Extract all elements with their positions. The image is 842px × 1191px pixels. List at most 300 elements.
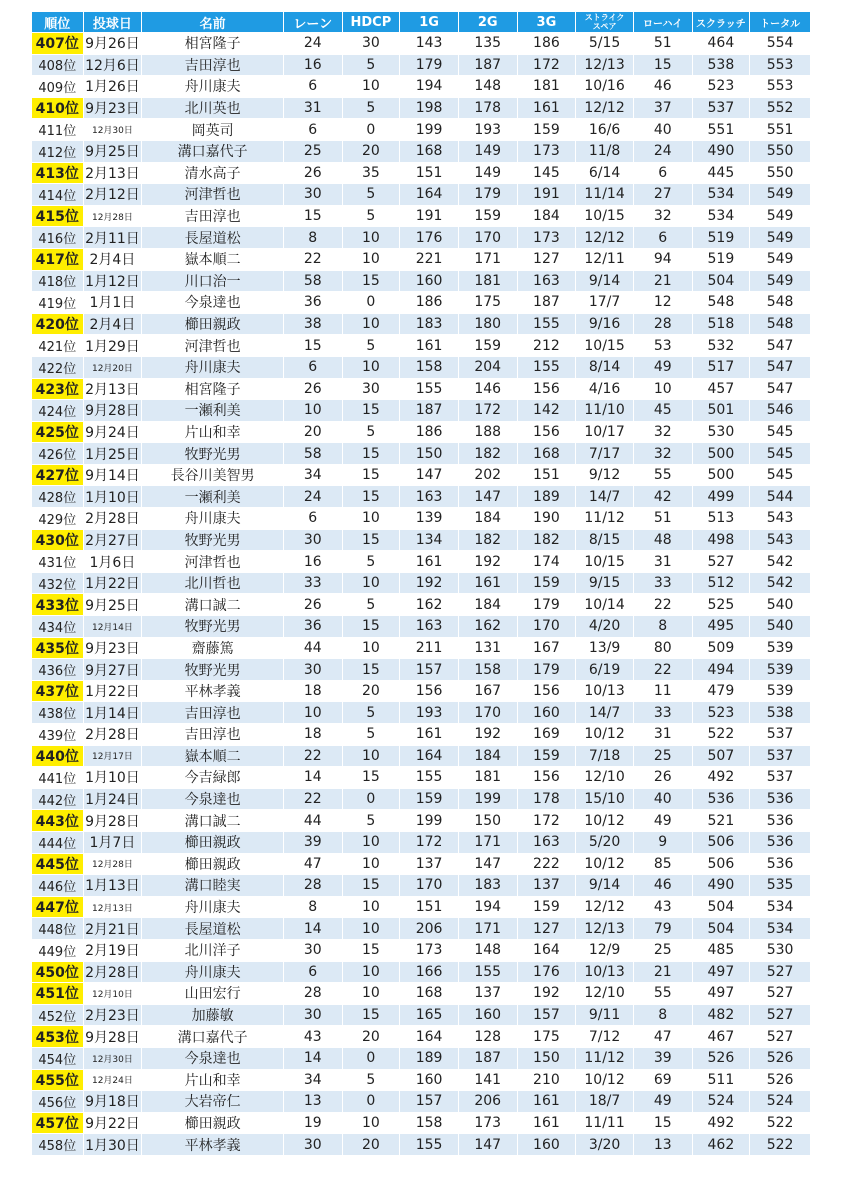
low-high-cell: 80 [633, 637, 692, 659]
game1-cell: 164 [400, 745, 459, 767]
game3-cell: 174 [517, 551, 576, 573]
lane-cell: 25 [283, 140, 342, 162]
game3-cell: 156 [517, 680, 576, 702]
scratch-cell: 501 [692, 400, 750, 422]
lane-cell: 47 [283, 853, 342, 875]
hdcp-cell: 20 [342, 1026, 400, 1048]
game3-cell: 156 [517, 378, 576, 400]
strike-spare-cell: 12/13 [576, 918, 634, 940]
game1-cell: 139 [400, 508, 459, 530]
table-row [32, 1026, 811, 1048]
name-cell: 加藤敏 [142, 1004, 284, 1026]
table-row [32, 594, 811, 616]
total-cell: 526 [750, 1069, 811, 1091]
name-cell: 吉田淳也 [142, 702, 284, 724]
hdcp-cell: 15 [342, 767, 400, 789]
game3-cell: 161 [517, 1091, 576, 1113]
table-row [32, 616, 811, 638]
table-row [32, 1004, 811, 1026]
total-cell: 549 [750, 248, 811, 270]
table-row [32, 1112, 811, 1134]
strike-spare-cell: 6/14 [576, 162, 634, 184]
rank-cell: 457位 [32, 1112, 84, 1134]
strike-spare-cell: 10/12 [576, 810, 634, 832]
lane-cell: 30 [283, 939, 342, 961]
name-cell: 舟川康夫 [142, 356, 284, 378]
low-high-cell: 21 [633, 270, 692, 292]
rank-cell: 441位 [32, 767, 84, 789]
total-cell: 551 [750, 119, 811, 141]
scratch-cell: 524 [692, 1091, 750, 1113]
strike-spare-cell: 14/7 [576, 486, 634, 508]
lane-cell: 34 [283, 1069, 342, 1091]
scratch-cell: 525 [692, 594, 750, 616]
date-cell: 2月21日 [83, 918, 142, 940]
game2-cell: 193 [458, 119, 517, 141]
total-cell: 540 [750, 616, 811, 638]
game3-cell: 137 [517, 875, 576, 897]
date-cell: 2月13日 [83, 378, 142, 400]
game2-cell: 188 [458, 421, 517, 443]
game1-cell: 193 [400, 702, 459, 724]
name-cell: 長屋道松 [142, 918, 284, 940]
game1-cell: 155 [400, 378, 459, 400]
game3-cell: 161 [517, 97, 576, 119]
game3-cell: 163 [517, 270, 576, 292]
game2-cell: 148 [458, 76, 517, 98]
total-cell: 538 [750, 702, 811, 724]
total-cell: 544 [750, 486, 811, 508]
name-cell: 嶽本順二 [142, 248, 284, 270]
low-high-cell: 32 [633, 443, 692, 465]
rank-cell: 440位 [32, 745, 84, 767]
total-cell: 545 [750, 443, 811, 465]
total-cell: 550 [750, 162, 811, 184]
table-row [32, 1047, 811, 1069]
total-cell: 545 [750, 421, 811, 443]
game2-cell: 131 [458, 637, 517, 659]
low-high-cell: 8 [633, 1004, 692, 1026]
strike-spare-cell: 10/12 [576, 724, 634, 746]
hdcp-cell: 10 [342, 918, 400, 940]
rank-cell: 446位 [32, 875, 84, 897]
date-cell: 2月19日 [83, 939, 142, 961]
table-row [32, 227, 811, 249]
hdcp-cell: 20 [342, 680, 400, 702]
game3-cell: 184 [517, 205, 576, 227]
total-cell: 537 [750, 724, 811, 746]
game2-cell: 149 [458, 140, 517, 162]
rank-cell: 428位 [32, 486, 84, 508]
rank-cell: 438位 [32, 702, 84, 724]
game1-cell: 166 [400, 961, 459, 983]
total-cell: 530 [750, 939, 811, 961]
rank-cell: 434位 [32, 616, 84, 638]
lane-cell: 39 [283, 831, 342, 853]
game1-cell: 163 [400, 616, 459, 638]
game3-cell: 160 [517, 1134, 576, 1156]
rank-cell: 408位 [32, 54, 84, 76]
hdcp-cell: 10 [342, 227, 400, 249]
rank-cell: 430位 [32, 529, 84, 551]
name-cell: 北川洋子 [142, 939, 284, 961]
low-high-cell: 55 [633, 464, 692, 486]
strike-spare-cell: 10/13 [576, 961, 634, 983]
date-cell: 9月28日 [83, 1026, 142, 1048]
rank-cell: 451位 [32, 983, 84, 1005]
strike-spare-cell: 11/12 [576, 1047, 634, 1069]
table-row [32, 724, 811, 746]
table-row [32, 529, 811, 551]
game2-cell: 182 [458, 529, 517, 551]
name-cell: 舟川康夫 [142, 961, 284, 983]
name-cell: 牧野光男 [142, 529, 284, 551]
hdcp-cell: 15 [342, 1004, 400, 1026]
hdcp-cell: 35 [342, 162, 400, 184]
name-cell: 川口治一 [142, 270, 284, 292]
date-cell: 2月27日 [83, 529, 142, 551]
game2-cell: 137 [458, 983, 517, 1005]
date-cell: 9月27日 [83, 659, 142, 681]
game2-cell: 135 [458, 33, 517, 55]
header-scratch: スクラッチ [692, 12, 750, 33]
header-strike-spare: ストライク スペア [576, 12, 634, 33]
total-cell: 522 [750, 1112, 811, 1134]
scratch-cell: 526 [692, 1047, 750, 1069]
game1-cell: 186 [400, 421, 459, 443]
low-high-cell: 51 [633, 33, 692, 55]
rank-cell: 450位 [32, 961, 84, 983]
hdcp-cell: 10 [342, 896, 400, 918]
name-cell: 片山和幸 [142, 1069, 284, 1091]
game3-cell: 156 [517, 767, 576, 789]
strike-spare-cell: 12/9 [576, 939, 634, 961]
game2-cell: 206 [458, 1091, 517, 1113]
game2-cell: 150 [458, 810, 517, 832]
rank-cell: 449位 [32, 939, 84, 961]
low-high-cell: 6 [633, 162, 692, 184]
hdcp-cell: 15 [342, 659, 400, 681]
scratch-cell: 511 [692, 1069, 750, 1091]
rank-cell: 420位 [32, 313, 84, 335]
lane-cell: 6 [283, 961, 342, 983]
game3-cell: 127 [517, 248, 576, 270]
date-cell: 1月24日 [83, 788, 142, 810]
game2-cell: 175 [458, 292, 517, 314]
low-high-cell: 22 [633, 659, 692, 681]
strike-spare-cell: 12/13 [576, 54, 634, 76]
date-cell: 9月25日 [83, 140, 142, 162]
strike-spare-cell: 11/10 [576, 400, 634, 422]
lane-cell: 14 [283, 1047, 342, 1069]
low-high-cell: 10 [633, 378, 692, 400]
lane-cell: 13 [283, 1091, 342, 1113]
scratch-cell: 537 [692, 97, 750, 119]
total-cell: 549 [750, 227, 811, 249]
strike-spare-cell: 14/7 [576, 702, 634, 724]
total-cell: 539 [750, 680, 811, 702]
low-high-cell: 40 [633, 788, 692, 810]
low-high-cell: 25 [633, 745, 692, 767]
total-cell: 534 [750, 918, 811, 940]
total-cell: 547 [750, 378, 811, 400]
game1-cell: 183 [400, 313, 459, 335]
total-cell: 542 [750, 551, 811, 573]
date-cell: 2月4日 [83, 313, 142, 335]
game3-cell: 145 [517, 162, 576, 184]
game1-cell: 191 [400, 205, 459, 227]
scratch-cell: 497 [692, 961, 750, 983]
game2-cell: 147 [458, 853, 517, 875]
date-cell: 9月24日 [83, 421, 142, 443]
table-row [32, 162, 811, 184]
rank-cell: 431位 [32, 551, 84, 573]
date-cell: 9月28日 [83, 400, 142, 422]
game1-cell: 173 [400, 939, 459, 961]
table-row [32, 140, 811, 162]
table-row [32, 983, 811, 1005]
game1-cell: 157 [400, 659, 459, 681]
header-name: 名前 [142, 12, 284, 33]
game3-cell: 127 [517, 918, 576, 940]
low-high-cell: 49 [633, 810, 692, 832]
strike-spare-cell: 11/11 [576, 1112, 634, 1134]
lane-cell: 28 [283, 875, 342, 897]
low-high-cell: 55 [633, 983, 692, 1005]
date-cell: 1月12日 [83, 270, 142, 292]
total-cell: 552 [750, 97, 811, 119]
game1-cell: 164 [400, 184, 459, 206]
game3-cell: 159 [517, 745, 576, 767]
lane-cell: 34 [283, 464, 342, 486]
total-cell: 527 [750, 1004, 811, 1026]
game2-cell: 171 [458, 248, 517, 270]
hdcp-cell: 10 [342, 313, 400, 335]
scratch-cell: 490 [692, 140, 750, 162]
scratch-cell: 504 [692, 918, 750, 940]
rank-cell: 443位 [32, 810, 84, 832]
hdcp-cell: 5 [342, 54, 400, 76]
game3-cell: 163 [517, 831, 576, 853]
table-row [32, 508, 811, 530]
strike-spare-cell: 5/20 [576, 831, 634, 853]
table-row [32, 659, 811, 681]
scratch-cell: 518 [692, 313, 750, 335]
game1-cell: 198 [400, 97, 459, 119]
low-high-cell: 49 [633, 356, 692, 378]
header-hdcp: HDCP [342, 12, 400, 33]
scratch-cell: 494 [692, 659, 750, 681]
table-row [32, 637, 811, 659]
game2-cell: 179 [458, 184, 517, 206]
game2-cell: 199 [458, 788, 517, 810]
table-row [32, 918, 811, 940]
scratch-cell: 462 [692, 1134, 750, 1156]
total-cell: 536 [750, 810, 811, 832]
lane-cell: 26 [283, 378, 342, 400]
date-cell: 9月23日 [83, 637, 142, 659]
game1-cell: 137 [400, 853, 459, 875]
scratch-cell: 548 [692, 292, 750, 314]
rank-cell: 422位 [32, 356, 84, 378]
hdcp-cell: 10 [342, 1112, 400, 1134]
date-cell: 2月28日 [83, 724, 142, 746]
total-cell: 540 [750, 594, 811, 616]
name-cell: 一瀬利美 [142, 486, 284, 508]
table-row [32, 831, 811, 853]
strike-spare-cell: 12/12 [576, 97, 634, 119]
table-body [32, 33, 811, 1156]
game1-cell: 172 [400, 831, 459, 853]
game1-cell: 156 [400, 680, 459, 702]
scratch-cell: 534 [692, 184, 750, 206]
total-cell: 537 [750, 767, 811, 789]
scratch-cell: 479 [692, 680, 750, 702]
table-row [32, 54, 811, 76]
name-cell: 大岩帝仁 [142, 1091, 284, 1113]
low-high-cell: 46 [633, 875, 692, 897]
low-high-cell: 47 [633, 1026, 692, 1048]
game1-cell: 170 [400, 875, 459, 897]
header-game2: 2G [458, 12, 517, 33]
hdcp-cell: 5 [342, 335, 400, 357]
total-cell: 524 [750, 1091, 811, 1113]
scratch-cell: 551 [692, 119, 750, 141]
date-cell: 9月22日 [83, 1112, 142, 1134]
game1-cell: 161 [400, 551, 459, 573]
strike-spare-cell: 10/14 [576, 594, 634, 616]
table-row [32, 400, 811, 422]
name-cell: 牧野光男 [142, 443, 284, 465]
game3-cell: 150 [517, 1047, 576, 1069]
strike-spare-cell: 10/13 [576, 680, 634, 702]
name-cell: 平林孝義 [142, 680, 284, 702]
hdcp-cell: 5 [342, 810, 400, 832]
strike-spare-cell: 7/12 [576, 1026, 634, 1048]
total-cell: 543 [750, 529, 811, 551]
table-row [32, 961, 811, 983]
scratch-cell: 519 [692, 248, 750, 270]
name-cell: 北川英也 [142, 97, 284, 119]
strike-spare-cell: 4/16 [576, 378, 634, 400]
lane-cell: 22 [283, 248, 342, 270]
name-cell: 北川哲也 [142, 572, 284, 594]
table-row [32, 443, 811, 465]
date-cell: 12月6日 [83, 54, 142, 76]
low-high-cell: 9 [633, 831, 692, 853]
hdcp-cell: 5 [342, 205, 400, 227]
date-cell: 12月14日 [83, 616, 142, 638]
date-cell: 1月6日 [83, 551, 142, 573]
rank-cell: 453位 [32, 1026, 84, 1048]
header-lane: レーン [283, 12, 342, 33]
game1-cell: 158 [400, 1112, 459, 1134]
score-ranking-table [31, 11, 811, 1156]
game1-cell: 211 [400, 637, 459, 659]
strike-spare-cell: 9/11 [576, 1004, 634, 1026]
game1-cell: 151 [400, 162, 459, 184]
hdcp-cell: 15 [342, 616, 400, 638]
table-row [32, 97, 811, 119]
date-cell: 9月14日 [83, 464, 142, 486]
game2-cell: 171 [458, 918, 517, 940]
name-cell: 今泉達也 [142, 292, 284, 314]
game2-cell: 187 [458, 1047, 517, 1069]
game3-cell: 189 [517, 486, 576, 508]
table-row [32, 205, 811, 227]
game2-cell: 202 [458, 464, 517, 486]
rank-cell: 444位 [32, 831, 84, 853]
date-cell: 1月22日 [83, 680, 142, 702]
low-high-cell: 53 [633, 335, 692, 357]
low-high-cell: 8 [633, 616, 692, 638]
name-cell: 河津哲也 [142, 335, 284, 357]
game3-cell: 190 [517, 508, 576, 530]
table-row [32, 745, 811, 767]
lane-cell: 24 [283, 33, 342, 55]
rank-cell: 447位 [32, 896, 84, 918]
strike-spare-cell: 13/9 [576, 637, 634, 659]
name-cell: 清水高子 [142, 162, 284, 184]
name-cell: 舟川康夫 [142, 896, 284, 918]
scratch-cell: 492 [692, 767, 750, 789]
rank-cell: 435位 [32, 637, 84, 659]
lane-cell: 8 [283, 896, 342, 918]
scratch-cell: 457 [692, 378, 750, 400]
lane-cell: 16 [283, 54, 342, 76]
game3-cell: 173 [517, 227, 576, 249]
lane-cell: 14 [283, 767, 342, 789]
low-high-cell: 51 [633, 508, 692, 530]
hdcp-cell: 15 [342, 400, 400, 422]
strike-spare-cell: 9/14 [576, 875, 634, 897]
rank-cell: 448位 [32, 918, 84, 940]
lane-cell: 14 [283, 918, 342, 940]
scratch-cell: 500 [692, 443, 750, 465]
table-row [32, 1069, 811, 1091]
game1-cell: 162 [400, 594, 459, 616]
rank-cell: 426位 [32, 443, 84, 465]
strike-spare-cell: 15/10 [576, 788, 634, 810]
strike-spare-cell: 9/16 [576, 313, 634, 335]
name-cell: 今泉達也 [142, 1047, 284, 1069]
low-high-cell: 15 [633, 1112, 692, 1134]
rank-cell: 407位 [32, 33, 84, 55]
strike-spare-cell: 12/12 [576, 896, 634, 918]
game3-cell: 186 [517, 33, 576, 55]
rank-cell: 445位 [32, 853, 84, 875]
game2-cell: 172 [458, 400, 517, 422]
rank-cell: 416位 [32, 227, 84, 249]
header-row [32, 12, 811, 33]
game3-cell: 175 [517, 1026, 576, 1048]
date-cell: 9月18日 [83, 1091, 142, 1113]
game1-cell: 160 [400, 1069, 459, 1091]
scratch-cell: 464 [692, 33, 750, 55]
game2-cell: 171 [458, 831, 517, 853]
name-cell: 吉田淳也 [142, 205, 284, 227]
total-cell: 549 [750, 270, 811, 292]
game3-cell: 142 [517, 400, 576, 422]
game2-cell: 184 [458, 745, 517, 767]
scratch-cell: 523 [692, 702, 750, 724]
hdcp-cell: 10 [342, 76, 400, 98]
name-cell: 櫛田親政 [142, 313, 284, 335]
table-row [32, 767, 811, 789]
game1-cell: 168 [400, 983, 459, 1005]
game1-cell: 186 [400, 292, 459, 314]
low-high-cell: 11 [633, 680, 692, 702]
